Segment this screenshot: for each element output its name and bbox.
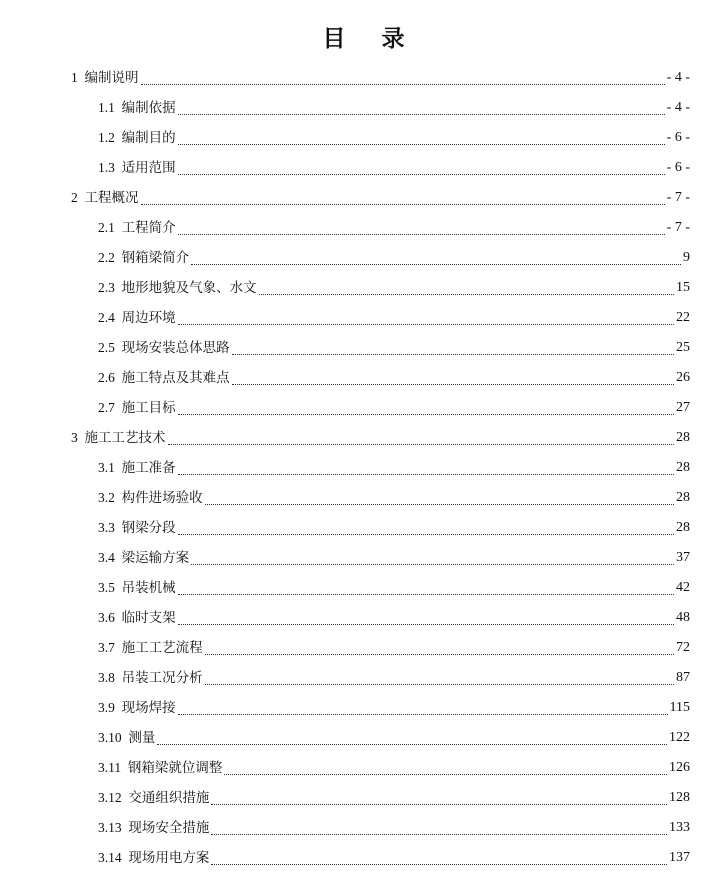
- toc-entry-number: 2.1: [98, 220, 122, 235]
- toc-dot-leader: [209, 843, 669, 873]
- toc-entry-number: 1: [71, 70, 85, 85]
- toc-dot-leader: [176, 573, 676, 603]
- toc-entry-number: 2.2: [98, 250, 122, 265]
- toc-entry-title: 现场用电方案: [128, 850, 210, 866]
- toc-entry-number: 1.1: [98, 100, 122, 115]
- toc-entry-page-number: 48: [676, 610, 690, 625]
- toc-entry-number: 3.6: [98, 610, 122, 625]
- toc-dot-leader: [176, 93, 667, 123]
- toc-entry-page-number: 28: [676, 520, 690, 535]
- toc-entry[interactable]: [0, 453, 727, 483]
- toc-entry-page-number: 26: [676, 370, 690, 385]
- toc-entry-title: 适用范围: [121, 160, 176, 176]
- toc-entry-page-number: - 6 -: [666, 160, 690, 175]
- toc-entry-page-number: 87: [676, 670, 690, 685]
- toc-entry-title: 临时支架: [121, 610, 176, 626]
- toc-entry-page-number: 27: [676, 400, 690, 415]
- toc-entry[interactable]: [0, 513, 727, 543]
- toc-entry[interactable]: [0, 693, 727, 723]
- toc-entry-page-number: 42: [676, 580, 690, 595]
- toc-entry-page-number: - 4 -: [666, 70, 690, 85]
- toc-entry-page-number: 22: [676, 310, 690, 325]
- toc-dot-leader: [230, 363, 676, 393]
- toc-entry[interactable]: [0, 783, 727, 813]
- toc-entry-number: 3.14: [98, 850, 129, 865]
- toc-dot-leader: [189, 543, 676, 573]
- toc-entry-number: 2.7: [98, 400, 122, 415]
- toc-dot-leader: [166, 423, 677, 453]
- toc-entry-number: 3.13: [98, 820, 129, 835]
- toc-entry-number: 3.2: [98, 490, 122, 505]
- toc-dot-leader: [203, 663, 676, 693]
- toc-dot-leader: [176, 513, 676, 543]
- toc-entry-title: 地形地貌及气象、水文: [121, 280, 257, 296]
- toc-dot-leader: [176, 693, 670, 723]
- toc-entry-number: 2: [71, 190, 85, 205]
- toc-entry[interactable]: [0, 123, 727, 153]
- toc-dot-leader: [176, 153, 667, 183]
- toc-dot-leader: [176, 123, 667, 153]
- toc-entry-title: 钢箱梁就位调整: [127, 760, 223, 776]
- toc-entry-page-number: 28: [676, 460, 690, 475]
- toc-entry-page-number: - 6 -: [666, 130, 690, 145]
- toc-entry-page-number: - 4 -: [666, 100, 690, 115]
- toc-dot-leader: [139, 63, 667, 93]
- page-title: 目 录: [322, 26, 419, 52]
- toc-entry[interactable]: [0, 183, 727, 213]
- toc-entry-page-number: - 7 -: [666, 220, 690, 235]
- toc-entry[interactable]: [0, 813, 727, 843]
- toc-entry-title: 吊装工况分析: [121, 670, 203, 686]
- toc-dot-leader: [222, 753, 669, 783]
- toc-entry[interactable]: [0, 663, 727, 693]
- toc-entry-title: 编制目的: [121, 130, 176, 146]
- toc-entry-title: 编制依据: [121, 100, 176, 116]
- toc-entry-page-number: 28: [676, 430, 690, 445]
- toc-entry-page-number: 133: [669, 820, 690, 835]
- toc-entry-title: 施工工艺流程: [121, 640, 203, 656]
- toc-entry-number: 3.3: [98, 520, 122, 535]
- toc-entry-number: 2.5: [98, 340, 122, 355]
- toc-dot-leader: [209, 813, 669, 843]
- toc-dot-leader: [209, 783, 669, 813]
- toc-dot-leader: [189, 243, 683, 273]
- toc-entry[interactable]: [0, 423, 727, 453]
- toc-entry-page-number: 126: [669, 760, 690, 775]
- toc-entry-title: 施工目标: [121, 400, 176, 416]
- toc-entry-page-number: 37: [676, 550, 690, 565]
- toc-dot-leader: [257, 273, 676, 303]
- toc-dot-leader: [176, 393, 676, 423]
- toc-entry-title: 交通组织措施: [128, 790, 210, 806]
- table-of-contents: [0, 63, 727, 873]
- toc-entry-title: 现场安装总体思路: [121, 340, 230, 356]
- toc-entry-number: 3.11: [98, 760, 128, 775]
- toc-entry-number: 1.3: [98, 160, 122, 175]
- toc-entry-page-number: 9: [683, 250, 690, 265]
- toc-entry-number: 2.6: [98, 370, 122, 385]
- toc-entry-number: 3.10: [98, 730, 129, 745]
- toc-dot-leader: [176, 213, 667, 243]
- toc-entry[interactable]: [0, 273, 727, 303]
- toc-entry-number: 3.4: [98, 550, 122, 565]
- toc-entry[interactable]: [0, 753, 727, 783]
- toc-entry-title: 测量: [128, 730, 156, 746]
- toc-dot-leader: [203, 483, 676, 513]
- toc-entry-number: 3.5: [98, 580, 122, 595]
- toc-dot-leader: [155, 723, 669, 753]
- toc-entry[interactable]: [0, 153, 727, 183]
- toc-dot-leader: [176, 603, 676, 633]
- toc-entry[interactable]: [0, 393, 727, 423]
- toc-entry-title: 钢梁分段: [121, 520, 176, 536]
- toc-entry-number: 3: [71, 430, 85, 445]
- toc-entry-page-number: 28: [676, 490, 690, 505]
- toc-entry[interactable]: [0, 543, 727, 573]
- toc-entry-number: 3.9: [98, 700, 122, 715]
- toc-entry-page-number: 115: [669, 700, 690, 715]
- toc-dot-leader: [230, 333, 676, 363]
- toc-entry-number: 3.12: [98, 790, 129, 805]
- toc-entry-number: 1.2: [98, 130, 122, 145]
- toc-entry[interactable]: [0, 633, 727, 663]
- toc-entry[interactable]: [0, 303, 727, 333]
- toc-dot-leader: [203, 633, 676, 663]
- toc-entry-title: 梁运输方案: [121, 550, 190, 566]
- toc-entry-title: 周边环境: [121, 310, 176, 326]
- toc-entry[interactable]: [0, 843, 727, 873]
- toc-entry[interactable]: [0, 213, 727, 243]
- toc-entry[interactable]: [0, 363, 727, 393]
- toc-entry-title: 施工准备: [121, 460, 176, 476]
- toc-entry[interactable]: [0, 723, 727, 753]
- toc-entry-number: 3.7: [98, 640, 122, 655]
- toc-entry[interactable]: [0, 603, 727, 633]
- toc-entry[interactable]: [0, 243, 727, 273]
- toc-entry-page-number: - 7 -: [666, 190, 690, 205]
- toc-entry-number: 2.3: [98, 280, 122, 295]
- toc-entry-page-number: 72: [676, 640, 690, 655]
- toc-entry-title: 现场焊接: [121, 700, 176, 716]
- toc-entry-title: 编制说明: [84, 70, 139, 86]
- toc-entry-title: 工程简介: [121, 220, 176, 236]
- toc-entry-page-number: 128: [669, 790, 690, 805]
- toc-entry[interactable]: [0, 573, 727, 603]
- toc-entry-page-number: 15: [676, 280, 690, 295]
- toc-entry-number: 3.8: [98, 670, 122, 685]
- toc-dot-leader: [176, 303, 676, 333]
- toc-entry-title: 钢箱梁简介: [121, 250, 190, 266]
- toc-entry[interactable]: [0, 93, 727, 123]
- toc-entry-title: 吊装机械: [121, 580, 176, 596]
- toc-entry-page-number: 122: [669, 730, 690, 745]
- toc-entry-title: 施工工艺技术: [84, 430, 166, 446]
- toc-entry-title: 施工特点及其难点: [121, 370, 230, 386]
- toc-entry-title: 工程概况: [84, 190, 139, 206]
- toc-entry-number: 3.1: [98, 460, 122, 475]
- toc-entry[interactable]: [0, 483, 727, 513]
- toc-entry-title: 现场安全措施: [128, 820, 210, 836]
- toc-entry-number: 2.4: [98, 310, 122, 325]
- toc-dot-leader: [139, 183, 667, 213]
- toc-entry-page-number: 137: [669, 850, 690, 865]
- toc-dot-leader: [176, 453, 676, 483]
- toc-entry-page-number: 25: [676, 340, 690, 355]
- toc-entry-title: 构件进场验收: [121, 490, 203, 506]
- toc-entry[interactable]: [0, 333, 727, 363]
- toc-entry[interactable]: [0, 63, 727, 93]
